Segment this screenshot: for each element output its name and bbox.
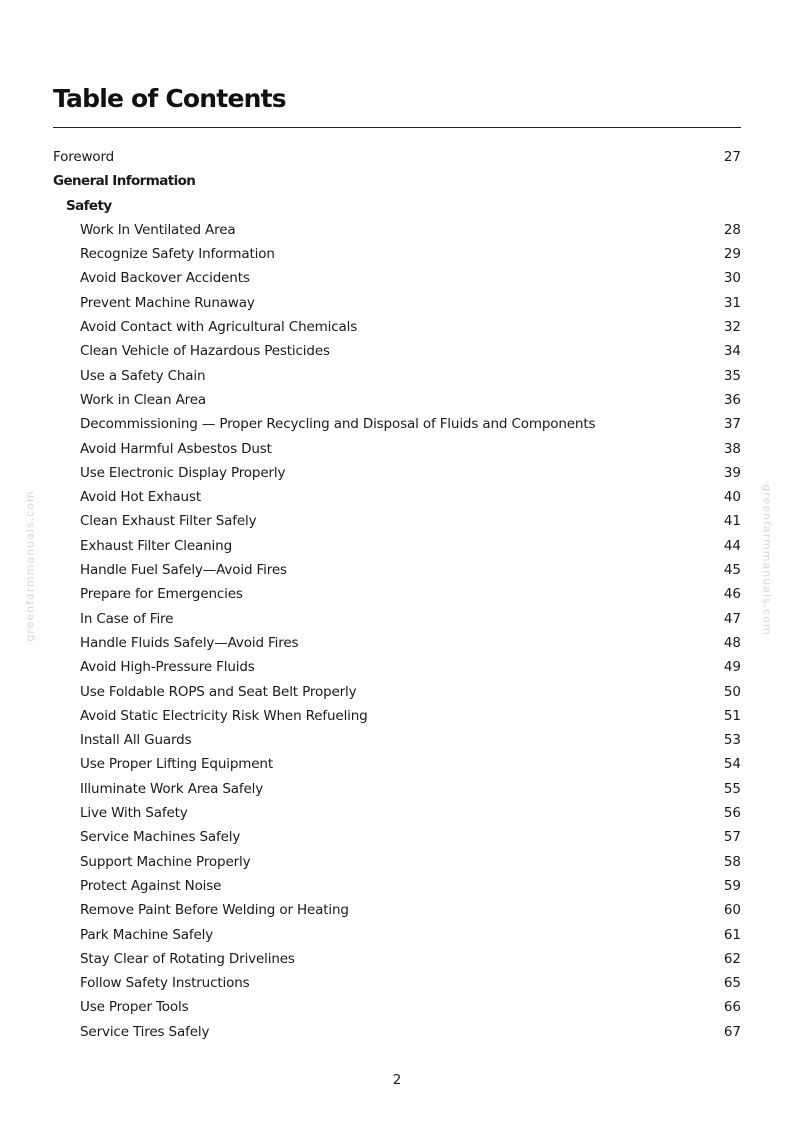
toc-entry[interactable]: [53, 218, 741, 242]
toc-entry-label: Use a Safety Chain: [80, 367, 206, 384]
toc-entry-page-number: 57: [723, 829, 741, 846]
toc-entry-page-number: 44: [723, 537, 741, 554]
toc-entry[interactable]: [53, 485, 741, 509]
toc-entry-page-number: 49: [723, 659, 741, 676]
toc-entry[interactable]: [53, 631, 741, 655]
toc-entry-label: Use Proper Tools: [80, 999, 189, 1016]
toc-entry[interactable]: [53, 461, 741, 485]
toc-entry[interactable]: [53, 582, 741, 606]
toc-entry-label: Work In Ventilated Area: [80, 221, 236, 238]
toc-entry-label: Avoid Backover Accidents: [80, 270, 250, 287]
toc-entry-label: Safety: [66, 197, 112, 214]
toc-entry-label: Prepare for Emergencies: [80, 586, 243, 603]
toc-entry-label: Handle Fuel Safely—Avoid Fires: [80, 562, 287, 579]
toc-entry[interactable]: [53, 825, 741, 849]
toc-entry-page-number: 39: [723, 464, 741, 481]
toc-entry-page-number: 38: [723, 440, 741, 457]
page-title: Table of Contents: [53, 84, 286, 113]
toc-section-heading: [53, 169, 741, 193]
toc-entry-page-number: 45: [723, 562, 741, 579]
toc-entry-page-number: 55: [723, 780, 741, 797]
toc-entry-page-number: 51: [723, 707, 741, 724]
toc-entry[interactable]: [53, 291, 741, 315]
toc-entry-page-number: 61: [723, 926, 741, 943]
toc-entry[interactable]: [53, 680, 741, 704]
toc-entry-page-number: 48: [723, 634, 741, 651]
toc-entry-label: Live With Safety: [80, 805, 188, 822]
toc-entry-label: General Information: [53, 173, 196, 190]
toc-entry-page-number: 36: [723, 391, 741, 408]
toc-entry-label: Avoid Harmful Asbestos Dust: [80, 440, 272, 457]
toc-entry-label: Clean Exhaust Filter Safely: [80, 513, 257, 530]
toc-entry-label: Remove Paint Before Welding or Heating: [80, 902, 349, 919]
toc-entry[interactable]: [53, 777, 741, 801]
toc-entry-page-number: 66: [723, 999, 741, 1016]
toc-entry-page-number: 31: [723, 294, 741, 311]
toc-entry-label: Illuminate Work Area Safely: [80, 780, 264, 797]
toc-entry-page-number: 27: [723, 149, 741, 165]
toc-entry[interactable]: [53, 534, 741, 558]
toc-entry[interactable]: [53, 266, 741, 290]
toc-entry-page-number: 32: [723, 319, 741, 336]
toc-entry[interactable]: [53, 1020, 741, 1044]
toc-entry[interactable]: [53, 995, 741, 1019]
toc-entry[interactable]: [53, 412, 741, 436]
toc-entry-page-number: 40: [723, 489, 741, 506]
toc-entry-page-number: 50: [723, 683, 741, 700]
toc-entry[interactable]: [53, 923, 741, 947]
toc-entry-page-number: 35: [723, 367, 741, 384]
toc-entry-page-number: 46: [723, 586, 741, 603]
toc-entry[interactable]: [53, 874, 741, 898]
toc-entry-label: Avoid Static Electricity Risk When Refueling: [80, 707, 368, 724]
toc-entry-label: Work in Clean Area: [80, 391, 207, 408]
toc-entry-page-number: 60: [723, 902, 741, 919]
toc-entry-label: Use Electronic Display Properly: [80, 464, 286, 481]
toc-entry-page-number: 65: [723, 975, 741, 992]
toc-entry-label: Use Foldable ROPS and Seat Belt Properly: [80, 683, 357, 700]
toc-entry-label: Exhaust Filter Cleaning: [80, 537, 232, 554]
toc-entry[interactable]: [53, 607, 741, 631]
toc-entry-label: Service Machines Safely: [80, 829, 241, 846]
toc-entry-page-number: 67: [723, 1023, 741, 1040]
toc-entry-label: Prevent Machine Runaway: [80, 294, 255, 311]
toc-entry[interactable]: [53, 704, 741, 728]
toc-entry[interactable]: [53, 655, 741, 679]
toc-entry[interactable]: [53, 801, 741, 825]
toc-entry-page-number: 62: [723, 950, 741, 967]
toc-entry-label: Decommissioning — Proper Recycling and Disposal of Fluids and Components: [80, 416, 596, 433]
toc-entry-page-number: 59: [723, 877, 741, 894]
toc-entry-page-number: 47: [723, 610, 741, 627]
toc-entry-label: Stay Clear of Rotating Drivelines: [80, 950, 295, 967]
toc-entry-page-number: 30: [723, 270, 741, 287]
toc-entry-label: Avoid Contact with Agricultural Chemicals: [80, 319, 358, 336]
toc-entry-label: Clean Vehicle of Hazardous Pesticides: [80, 343, 330, 360]
watermark-left: greenfarmmanuals.com: [23, 490, 37, 642]
toc-entry-label: Support Machine Properly: [80, 853, 251, 870]
toc-entry-label: Install All Guards: [80, 732, 192, 749]
toc-entry-label: Park Machine Safely: [80, 926, 214, 943]
toc-entry-label: Follow Safety Instructions: [80, 975, 250, 992]
toc-entry-label: Avoid Hot Exhaust: [80, 489, 201, 506]
toc-entry-page-number: 53: [723, 732, 741, 749]
toc-entry[interactable]: [53, 971, 741, 995]
toc-entry-label: Foreword: [53, 149, 115, 165]
toc-entry[interactable]: [53, 752, 741, 776]
toc-entry[interactable]: [53, 898, 741, 922]
toc-entry[interactable]: [53, 339, 741, 363]
toc-entry-page-number: 34: [723, 343, 741, 360]
toc-entry[interactable]: [53, 388, 741, 412]
toc-entry[interactable]: [53, 364, 741, 388]
toc-entry-page-number: 28: [723, 221, 741, 238]
toc-entry[interactable]: [53, 947, 741, 971]
toc-entry-page-number: 56: [723, 805, 741, 822]
toc-entry[interactable]: [53, 437, 741, 461]
toc-entry[interactable]: [53, 728, 741, 752]
toc-entry-label: In Case of Fire: [80, 610, 174, 627]
toc-entry-page-number: 54: [723, 756, 741, 773]
toc-entry-label: Protect Against Noise: [80, 877, 222, 894]
toc-entry-page-number: 58: [723, 853, 741, 870]
title-divider: [53, 127, 741, 128]
toc-entry-label: Avoid High-Pressure Fluids: [80, 659, 255, 676]
toc-entry-label: Service Tires Safely: [80, 1023, 210, 1040]
toc-entry[interactable]: [53, 509, 741, 533]
toc-entry-page-number: 41: [723, 513, 741, 530]
toc-entry-label: Use Proper Lifting Equipment: [80, 756, 273, 773]
toc-entry[interactable]: [53, 850, 741, 874]
page-number: 2: [392, 1072, 402, 1088]
table-of-contents: [53, 145, 741, 1044]
toc-entry[interactable]: [53, 315, 741, 339]
toc-entry-label: Handle Fluids Safely—Avoid Fires: [80, 634, 299, 651]
toc-entry[interactable]: [53, 242, 741, 266]
toc-entry-label: Recognize Safety Information: [80, 246, 275, 263]
watermark-right: greenfarmmanuals.com: [760, 484, 774, 636]
toc-subsection-heading: [53, 194, 741, 218]
toc-entry[interactable]: [53, 558, 741, 582]
toc-entry-page-number: 37: [723, 416, 741, 433]
toc-entry[interactable]: [53, 145, 741, 169]
toc-entry-page-number: 29: [723, 246, 741, 263]
